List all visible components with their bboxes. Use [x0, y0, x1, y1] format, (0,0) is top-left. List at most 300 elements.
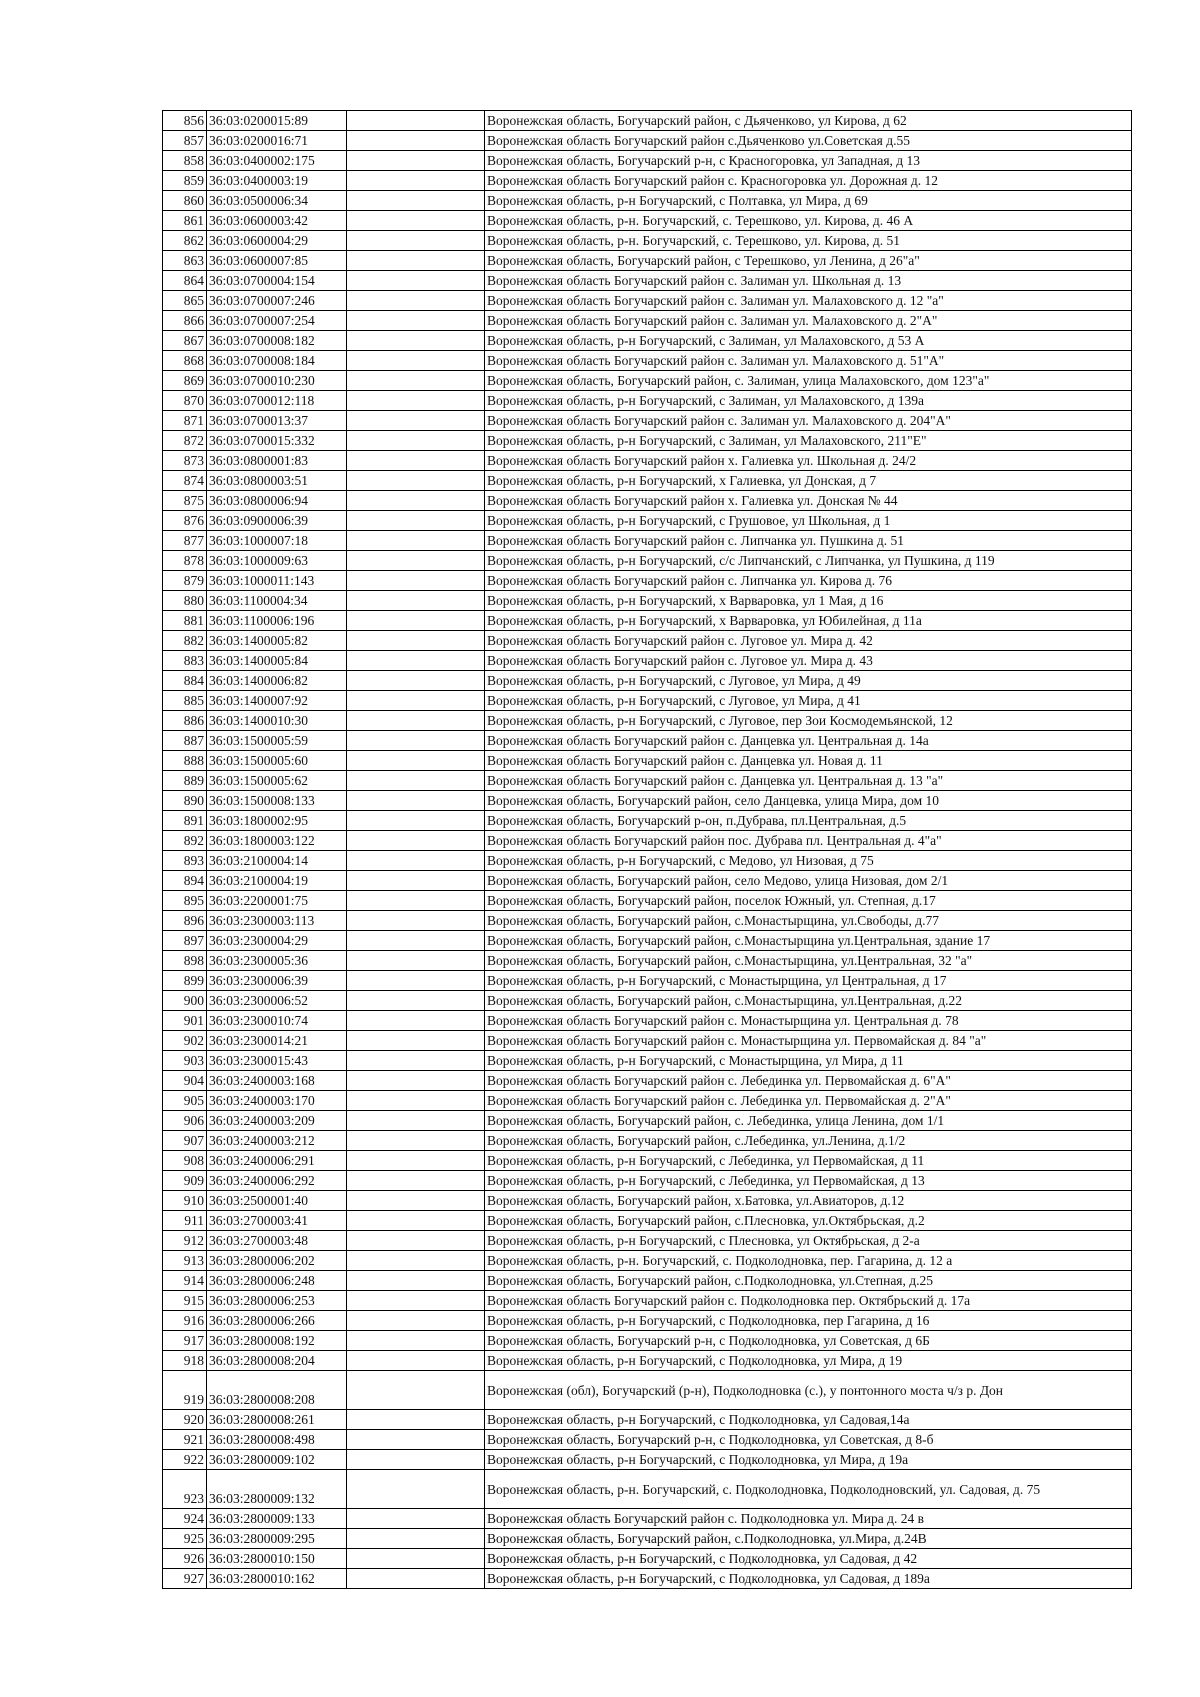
empty-cell: [347, 1111, 485, 1131]
table-row: [163, 891, 1132, 911]
table-row: [163, 491, 1132, 511]
row-number-cell: 879: [163, 571, 207, 591]
table-row: [163, 331, 1132, 351]
address-cell: Воронежская область, р-н Богучарский, с Подколодновка, пер Гагарина, д 16: [485, 1311, 1132, 1331]
row-number-cell: 923: [163, 1470, 207, 1509]
table-row: [163, 371, 1132, 391]
row-number-cell: 916: [163, 1311, 207, 1331]
address-cell: Воронежская область, р-н Богучарский, с Монастырщина, ул Мира, д 11: [485, 1051, 1132, 1071]
address-cell: Воронежская область Богучарский район с. Красногоровка ул. Дорожная д. 12: [485, 171, 1132, 191]
table-row: [163, 1071, 1132, 1091]
empty-cell: [347, 991, 485, 1011]
row-number-cell: 881: [163, 611, 207, 631]
table-row: [163, 211, 1132, 231]
address-cell: Воронежская область, р-н Богучарский, с Лебединка, ул Первомайская, д 13: [485, 1171, 1132, 1191]
empty-cell: [347, 1031, 485, 1051]
address-cell: Воронежская область, Богучарский район, х.Батовка, ул.Авиаторов, д.12: [485, 1191, 1132, 1211]
cadastral-number-cell: 36:03:2800009:133: [207, 1509, 347, 1529]
cadastral-number-cell: 36:03:2400003:209: [207, 1111, 347, 1131]
cadastral-number-cell: 36:03:0600004:29: [207, 231, 347, 251]
address-cell: Воронежская область Богучарский район с. Залиман ул. Малаховского д. 12 "а": [485, 291, 1132, 311]
cadastral-number-cell: 36:03:2800006:202: [207, 1251, 347, 1271]
address-cell: Воронежская область Богучарский район с. Подколодновка пер. Октябрьский д. 17а: [485, 1291, 1132, 1311]
address-cell: Воронежская область, Богучарский район, с.Подколодновка, ул.Степная, д.25: [485, 1271, 1132, 1291]
cadastral-number-cell: 36:03:0800001:83: [207, 451, 347, 471]
row-number-cell: 861: [163, 211, 207, 231]
table-row: [163, 271, 1132, 291]
row-number-cell: 895: [163, 891, 207, 911]
empty-cell: [347, 751, 485, 771]
table-row: [163, 1371, 1132, 1410]
row-number-cell: 871: [163, 411, 207, 431]
row-number-cell: 913: [163, 1251, 207, 1271]
row-number-cell: 924: [163, 1509, 207, 1529]
cadastral-number-cell: 36:03:0500006:34: [207, 191, 347, 211]
cadastral-number-cell: 36:03:2800008:208: [207, 1371, 347, 1410]
table-row: [163, 711, 1132, 731]
row-number-cell: 860: [163, 191, 207, 211]
address-cell: Воронежская область, Богучарский район, с.Лебединка, ул.Ленина, д.1/2: [485, 1131, 1132, 1151]
empty-cell: [347, 1371, 485, 1410]
cadastral-number-cell: 36:03:0900006:39: [207, 511, 347, 531]
table-row: [163, 691, 1132, 711]
cadastral-number-cell: 36:03:2400003:168: [207, 1071, 347, 1091]
address-cell: Воронежская область, Богучарский р-н, с Красногоровка, ул Западная, д 13: [485, 151, 1132, 171]
address-cell: Воронежская область Богучарский район х. Галиевка ул. Донская № 44: [485, 491, 1132, 511]
row-number-cell: 926: [163, 1549, 207, 1569]
row-number-cell: 914: [163, 1271, 207, 1291]
address-cell: Воронежская область, р-н Богучарский, с Полтавка, ул Мира, д 69: [485, 191, 1132, 211]
table-row: [163, 1291, 1132, 1311]
empty-cell: [347, 371, 485, 391]
address-cell: Воронежская область, р-н Богучарский, х Галиевка, ул Донская, д 7: [485, 471, 1132, 491]
empty-cell: [347, 351, 485, 371]
cadastral-number-cell: 36:03:1500008:133: [207, 791, 347, 811]
cadastral-number-cell: 36:03:2100004:19: [207, 871, 347, 891]
address-cell: Воронежская область, р-н Богучарский, с Залиман, ул Малаховского, д 53 А: [485, 331, 1132, 351]
cadastral-number-cell: 36:03:2300015:43: [207, 1051, 347, 1071]
empty-cell: [347, 691, 485, 711]
table-row: [163, 1470, 1132, 1509]
empty-cell: [347, 291, 485, 311]
row-number-cell: 872: [163, 431, 207, 451]
address-cell: Воронежская область, р-н Богучарский, с/с Липчанский, с Липчанка, ул Пушкина, д 119: [485, 551, 1132, 571]
empty-cell: [347, 551, 485, 571]
cadastral-number-cell: 36:03:0700007:246: [207, 291, 347, 311]
row-number-cell: 876: [163, 511, 207, 531]
empty-cell: [347, 791, 485, 811]
row-number-cell: 899: [163, 971, 207, 991]
row-number-cell: 875: [163, 491, 207, 511]
table-row: [163, 1569, 1132, 1589]
row-number-cell: 865: [163, 291, 207, 311]
cadastral-number-cell: 36:03:0700008:182: [207, 331, 347, 351]
empty-cell: [347, 1211, 485, 1231]
row-number-cell: 922: [163, 1450, 207, 1470]
address-cell: Воронежская область Богучарский район с. Залиман ул. Школьная д. 13: [485, 271, 1132, 291]
empty-cell: [347, 1191, 485, 1211]
cadastral-number-cell: 36:03:1800003:122: [207, 831, 347, 851]
cadastral-number-cell: 36:03:2300003:113: [207, 911, 347, 931]
cadastral-number-cell: 36:03:1400010:30: [207, 711, 347, 731]
address-cell: Воронежская область Богучарский район с. Монастырщина ул. Первомайская д. 84 "а": [485, 1031, 1132, 1051]
row-number-cell: 893: [163, 851, 207, 871]
row-number-cell: 873: [163, 451, 207, 471]
table-row: [163, 571, 1132, 591]
cadastral-number-cell: 36:03:2800006:253: [207, 1291, 347, 1311]
address-cell: Воронежская область Богучарский район с. Монастырщина ул. Центральная д. 78: [485, 1011, 1132, 1031]
address-cell: Воронежская область, р-н Богучарский, с Подколодновка, ул Садовая, д 42: [485, 1549, 1132, 1569]
empty-cell: [347, 1231, 485, 1251]
empty-cell: [347, 411, 485, 431]
address-cell: Воронежская область, р-н. Богучарский, с. Подколодновка, пер. Гагарина, д. 12 а: [485, 1251, 1132, 1271]
empty-cell: [347, 711, 485, 731]
cadastral-number-cell: 36:03:2800008:498: [207, 1430, 347, 1450]
address-cell: Воронежская область, р-н Богучарский, с Залиман, ул Малаховского, д 139а: [485, 391, 1132, 411]
table-row: [163, 311, 1132, 331]
empty-cell: [347, 511, 485, 531]
cadastral-number-cell: 36:03:2400003:170: [207, 1091, 347, 1111]
empty-cell: [347, 1171, 485, 1191]
address-cell: Воронежская область, Богучарский район, село Данцевка, улица Мира, дом 10: [485, 791, 1132, 811]
address-cell: Воронежская область, р-н Богучарский, с Залиман, ул Малаховского, 211"Е": [485, 431, 1132, 451]
empty-cell: [347, 891, 485, 911]
cadastral-number-cell: 36:03:0700013:37: [207, 411, 347, 431]
cadastral-number-cell: 36:03:2800010:162: [207, 1569, 347, 1589]
address-cell: Воронежская область, р-н. Богучарский, с. Подколодновка, Подколодновский, ул. Садовая, д. 75: [485, 1470, 1132, 1509]
row-number-cell: 910: [163, 1191, 207, 1211]
row-number-cell: 869: [163, 371, 207, 391]
empty-cell: [347, 871, 485, 891]
table-row: [163, 171, 1132, 191]
empty-cell: [347, 1470, 485, 1509]
table-row: [163, 1111, 1132, 1131]
cadastral-number-cell: 36:03:2800006:248: [207, 1271, 347, 1291]
address-cell: Воронежская область Богучарский район с. Луговое ул. Мира д. 42: [485, 631, 1132, 651]
cadastral-number-cell: 36:03:1100006:196: [207, 611, 347, 631]
cadastral-number-cell: 36:03:2200001:75: [207, 891, 347, 911]
row-number-cell: 892: [163, 831, 207, 851]
table-row: [163, 951, 1132, 971]
row-number-cell: 898: [163, 951, 207, 971]
table-row: [163, 511, 1132, 531]
address-cell: Воронежская область, р-н Богучарский, с Медово, ул Низовая, д 75: [485, 851, 1132, 871]
address-cell: Воронежская область, Богучарский район, с.Подколодновка, ул.Мира, д.24В: [485, 1529, 1132, 1549]
row-number-cell: 889: [163, 771, 207, 791]
cadastral-number-cell: 36:03:1400005:82: [207, 631, 347, 651]
address-cell: Воронежская область, Богучарский район, с.Плесновка, ул.Октябрьская, д.2: [485, 1211, 1132, 1231]
address-cell: Воронежская область Богучарский район с. Данцевка ул. Центральная д. 14а: [485, 731, 1132, 751]
row-number-cell: 862: [163, 231, 207, 251]
table-row: [163, 1131, 1132, 1151]
empty-cell: [347, 1509, 485, 1529]
empty-cell: [347, 271, 485, 291]
empty-cell: [347, 591, 485, 611]
cadastral-number-cell: 36:03:1400005:84: [207, 651, 347, 671]
table-row: [163, 131, 1132, 151]
table-row: [163, 111, 1132, 131]
table-row: [163, 1251, 1132, 1271]
table-row: [163, 291, 1132, 311]
empty-cell: [347, 911, 485, 931]
cadastral-number-cell: 36:03:2800006:266: [207, 1311, 347, 1331]
table-row: [163, 751, 1132, 771]
empty-cell: [347, 531, 485, 551]
cadastral-number-cell: 36:03:2800009:295: [207, 1529, 347, 1549]
cadastral-number-cell: 36:03:2300006:39: [207, 971, 347, 991]
empty-cell: [347, 111, 485, 131]
empty-cell: [347, 1251, 485, 1271]
address-cell: Воронежская область, р-н Богучарский, с Луговое, пер Зои Космодемьянской, 12: [485, 711, 1132, 731]
row-number-cell: 903: [163, 1051, 207, 1071]
table-row: [163, 1051, 1132, 1071]
row-number-cell: 907: [163, 1131, 207, 1151]
empty-cell: [347, 851, 485, 871]
address-cell: Воронежская область, Богучарский район, с.Монастырщина, ул.Центральная, д.22: [485, 991, 1132, 1011]
cadastral-number-cell: 36:03:2400006:292: [207, 1171, 347, 1191]
row-number-cell: 919: [163, 1371, 207, 1410]
cadastral-number-cell: 36:03:0800003:51: [207, 471, 347, 491]
empty-cell: [347, 211, 485, 231]
address-cell: Воронежская область, р-н Богучарский, с Подколодновка, ул Садовая,14а: [485, 1410, 1132, 1430]
cadastral-number-cell: 36:03:1400007:92: [207, 691, 347, 711]
cadastral-number-cell: 36:03:2800008:261: [207, 1410, 347, 1430]
empty-cell: [347, 1271, 485, 1291]
cadastral-number-cell: 36:03:0200015:89: [207, 111, 347, 131]
table-row: [163, 391, 1132, 411]
empty-cell: [347, 1131, 485, 1151]
empty-cell: [347, 631, 485, 651]
table-row: [163, 1509, 1132, 1529]
row-number-cell: 859: [163, 171, 207, 191]
cadastral-number-cell: 36:03:0700007:254: [207, 311, 347, 331]
row-number-cell: 883: [163, 651, 207, 671]
empty-cell: [347, 931, 485, 951]
empty-cell: [347, 311, 485, 331]
address-cell: Воронежская область Богучарский район с. Лебединка ул. Первомайская д. 2"А": [485, 1091, 1132, 1111]
empty-cell: [347, 1351, 485, 1371]
empty-cell: [347, 1430, 485, 1450]
table-row: [163, 351, 1132, 371]
empty-cell: [347, 1311, 485, 1331]
cadastral-number-cell: 36:03:2800008:204: [207, 1351, 347, 1371]
empty-cell: [347, 1011, 485, 1031]
table-row: [163, 1011, 1132, 1031]
table-row: [163, 411, 1132, 431]
cadastral-number-cell: 36:03:2800009:132: [207, 1470, 347, 1509]
empty-cell: [347, 1569, 485, 1589]
address-cell: Воронежская область, Богучарский район, поселок Южный, ул. Степная, д.17: [485, 891, 1132, 911]
empty-cell: [347, 651, 485, 671]
address-cell: Воронежская область, р-н. Богучарский, с. Терешково, ул. Кирова, д. 46 А: [485, 211, 1132, 231]
empty-cell: [347, 1410, 485, 1430]
row-number-cell: 915: [163, 1291, 207, 1311]
cadastral-number-cell: 36:03:2300014:21: [207, 1031, 347, 1051]
address-cell: Воронежская область, р-н Богучарский, с Лебединка, ул Первомайская, д 11: [485, 1151, 1132, 1171]
address-cell: Воронежская область, Богучарский район, село Медово, улица Низовая, дом 2/1: [485, 871, 1132, 891]
table-row: [163, 551, 1132, 571]
table-row: [163, 1171, 1132, 1191]
address-cell: Воронежская область, Богучарский район, с. Залиман, улица Малаховского, дом 123"а": [485, 371, 1132, 391]
address-cell: Воронежская область, Богучарский район, с. Лебединка, улица Ленина, дом 1/1: [485, 1111, 1132, 1131]
cadastral-number-cell: 36:03:1400006:82: [207, 671, 347, 691]
row-number-cell: 867: [163, 331, 207, 351]
table-row: [163, 611, 1132, 631]
registry-table-body: [163, 111, 1132, 1589]
table-row: [163, 851, 1132, 871]
cadastral-number-cell: 36:03:2300006:52: [207, 991, 347, 1011]
cadastral-number-cell: 36:03:1500005:60: [207, 751, 347, 771]
table-row: [163, 1311, 1132, 1331]
row-number-cell: 927: [163, 1569, 207, 1589]
empty-cell: [347, 1071, 485, 1091]
cadastral-number-cell: 36:03:0600003:42: [207, 211, 347, 231]
cadastral-number-cell: 36:03:2500001:40: [207, 1191, 347, 1211]
row-number-cell: 912: [163, 1231, 207, 1251]
empty-cell: [347, 831, 485, 851]
table-row: [163, 431, 1132, 451]
row-number-cell: 906: [163, 1111, 207, 1131]
row-number-cell: 897: [163, 931, 207, 951]
address-cell: Воронежская область, р-н Богучарский, с Грушовое, ул Школьная, д 1: [485, 511, 1132, 531]
table-row: [163, 1450, 1132, 1470]
address-cell: Воронежская область, Богучарский район, с Дьяченково, ул Кирова, д 62: [485, 111, 1132, 131]
cadastral-number-cell: 36:03:0700015:332: [207, 431, 347, 451]
empty-cell: [347, 811, 485, 831]
empty-cell: [347, 1549, 485, 1569]
table-row: [163, 631, 1132, 651]
table-row: [163, 1430, 1132, 1450]
cadastral-number-cell: 36:03:0400002:175: [207, 151, 347, 171]
table-row: [163, 771, 1132, 791]
address-cell: Воронежская область, Богучарский р-н, с Подколодновка, ул Советская, д 6Б: [485, 1331, 1132, 1351]
table-row: [163, 1271, 1132, 1291]
row-number-cell: 911: [163, 1211, 207, 1231]
cadastral-number-cell: 36:03:1000009:63: [207, 551, 347, 571]
row-number-cell: 887: [163, 731, 207, 751]
row-number-cell: 870: [163, 391, 207, 411]
empty-cell: [347, 611, 485, 631]
address-cell: Воронежская область, р-н Богучарский, с Плесновка, ул Октябрьская, д 2-а: [485, 1231, 1132, 1251]
empty-cell: [347, 171, 485, 191]
table-row: [163, 1211, 1132, 1231]
row-number-cell: 884: [163, 671, 207, 691]
table-row: [163, 1031, 1132, 1051]
cadastral-number-cell: 36:03:0700008:184: [207, 351, 347, 371]
table-row: [163, 1410, 1132, 1430]
cadastral-number-cell: 36:03:2700003:41: [207, 1211, 347, 1231]
row-number-cell: 866: [163, 311, 207, 331]
cadastral-number-cell: 36:03:2400003:212: [207, 1131, 347, 1151]
cadastral-number-cell: 36:03:1100004:34: [207, 591, 347, 611]
empty-cell: [347, 331, 485, 351]
empty-cell: [347, 131, 485, 151]
empty-cell: [347, 391, 485, 411]
address-cell: Воронежская область Богучарский район с. Данцевка ул. Новая д. 11: [485, 751, 1132, 771]
cadastral-number-cell: 36:03:0700004:154: [207, 271, 347, 291]
table-row: [163, 1191, 1132, 1211]
cadastral-number-cell: 36:03:2300004:29: [207, 931, 347, 951]
address-cell: Воронежская область, Богучарский район, с Терешково, ул Ленина, д 26"а": [485, 251, 1132, 271]
table-row: [163, 451, 1132, 471]
cadastral-number-cell: 36:03:2400006:291: [207, 1151, 347, 1171]
address-cell: Воронежская область Богучарский район с. Залиман ул. Малаховского д. 204"А": [485, 411, 1132, 431]
address-cell: Воронежская область, р-н Богучарский, х Варваровка, ул Юбилейная, д 11а: [485, 611, 1132, 631]
cadastral-number-cell: 36:03:0600007:85: [207, 251, 347, 271]
row-number-cell: 886: [163, 711, 207, 731]
row-number-cell: 882: [163, 631, 207, 651]
table-row: [163, 911, 1132, 931]
row-number-cell: 900: [163, 991, 207, 1011]
cadastral-number-cell: 36:03:0800006:94: [207, 491, 347, 511]
cadastral-number-cell: 36:03:1500005:59: [207, 731, 347, 751]
cadastral-number-cell: 36:03:1000007:18: [207, 531, 347, 551]
address-cell: Воронежская область Богучарский район с. Залиман ул. Малаховского д. 51"А": [485, 351, 1132, 371]
row-number-cell: 885: [163, 691, 207, 711]
empty-cell: [347, 971, 485, 991]
address-cell: Воронежская область Богучарский район с.Дьяченково ул.Советская д.55: [485, 131, 1132, 151]
address-cell: Воронежская область, Богучарский р-он, п.Дубрава, пл.Центральная, д.5: [485, 811, 1132, 831]
empty-cell: [347, 571, 485, 591]
address-cell: Воронежская область Богучарский район х. Галиевка ул. Школьная д. 24/2: [485, 451, 1132, 471]
address-cell: Воронежская область, Богучарский район, с.Монастырщина, ул.Центральная, 32 "а": [485, 951, 1132, 971]
cadastral-number-cell: 36:03:0400003:19: [207, 171, 347, 191]
table-row: [163, 831, 1132, 851]
address-cell: Воронежская область Богучарский район с. Лебединка ул. Первомайская д. 6"А": [485, 1071, 1132, 1091]
cadastral-number-cell: 36:03:1500005:62: [207, 771, 347, 791]
cadastral-number-cell: 36:03:0700010:230: [207, 371, 347, 391]
row-number-cell: 901: [163, 1011, 207, 1031]
row-number-cell: 894: [163, 871, 207, 891]
row-number-cell: 902: [163, 1031, 207, 1051]
address-cell: Воронежская область Богучарский район пос. Дубрава пл. Центральная д. 4"а": [485, 831, 1132, 851]
row-number-cell: 857: [163, 131, 207, 151]
address-cell: Воронежская область Богучарский район с. Данцевка ул. Центральная д. 13 "а": [485, 771, 1132, 791]
row-number-cell: 905: [163, 1091, 207, 1111]
address-cell: Воронежская область Богучарский район с. Липчанка ул. Кирова д. 76: [485, 571, 1132, 591]
cadastral-number-cell: 36:03:1000011:143: [207, 571, 347, 591]
empty-cell: [347, 431, 485, 451]
table-row: [163, 1151, 1132, 1171]
table-row: [163, 231, 1132, 251]
empty-cell: [347, 191, 485, 211]
row-number-cell: 864: [163, 271, 207, 291]
row-number-cell: 880: [163, 591, 207, 611]
row-number-cell: 877: [163, 531, 207, 551]
table-row: [163, 1351, 1132, 1371]
table-row: [163, 531, 1132, 551]
empty-cell: [347, 771, 485, 791]
table-row: [163, 651, 1132, 671]
address-cell: Воронежская область Богучарский район с. Луговое ул. Мира д. 43: [485, 651, 1132, 671]
address-cell: Воронежская область, Богучарский район, с.Монастырщина ул.Центральная, здание 17: [485, 931, 1132, 951]
row-number-cell: 908: [163, 1151, 207, 1171]
row-number-cell: 918: [163, 1351, 207, 1371]
empty-cell: [347, 231, 485, 251]
row-number-cell: 921: [163, 1430, 207, 1450]
cadastral-number-cell: 36:03:2100004:14: [207, 851, 347, 871]
table-row: [163, 591, 1132, 611]
row-number-cell: 868: [163, 351, 207, 371]
row-number-cell: 904: [163, 1071, 207, 1091]
empty-cell: [347, 1151, 485, 1171]
empty-cell: [347, 951, 485, 971]
empty-cell: [347, 1450, 485, 1470]
address-cell: Воронежская область Богучарский район с. Липчанка ул. Пушкина д. 51: [485, 531, 1132, 551]
cadastral-number-cell: 36:03:0200016:71: [207, 131, 347, 151]
address-cell: Воронежская область, Богучарский район, с.Монастырщина, ул.Свободы, д.77: [485, 911, 1132, 931]
cadastral-number-cell: 36:03:2300005:36: [207, 951, 347, 971]
